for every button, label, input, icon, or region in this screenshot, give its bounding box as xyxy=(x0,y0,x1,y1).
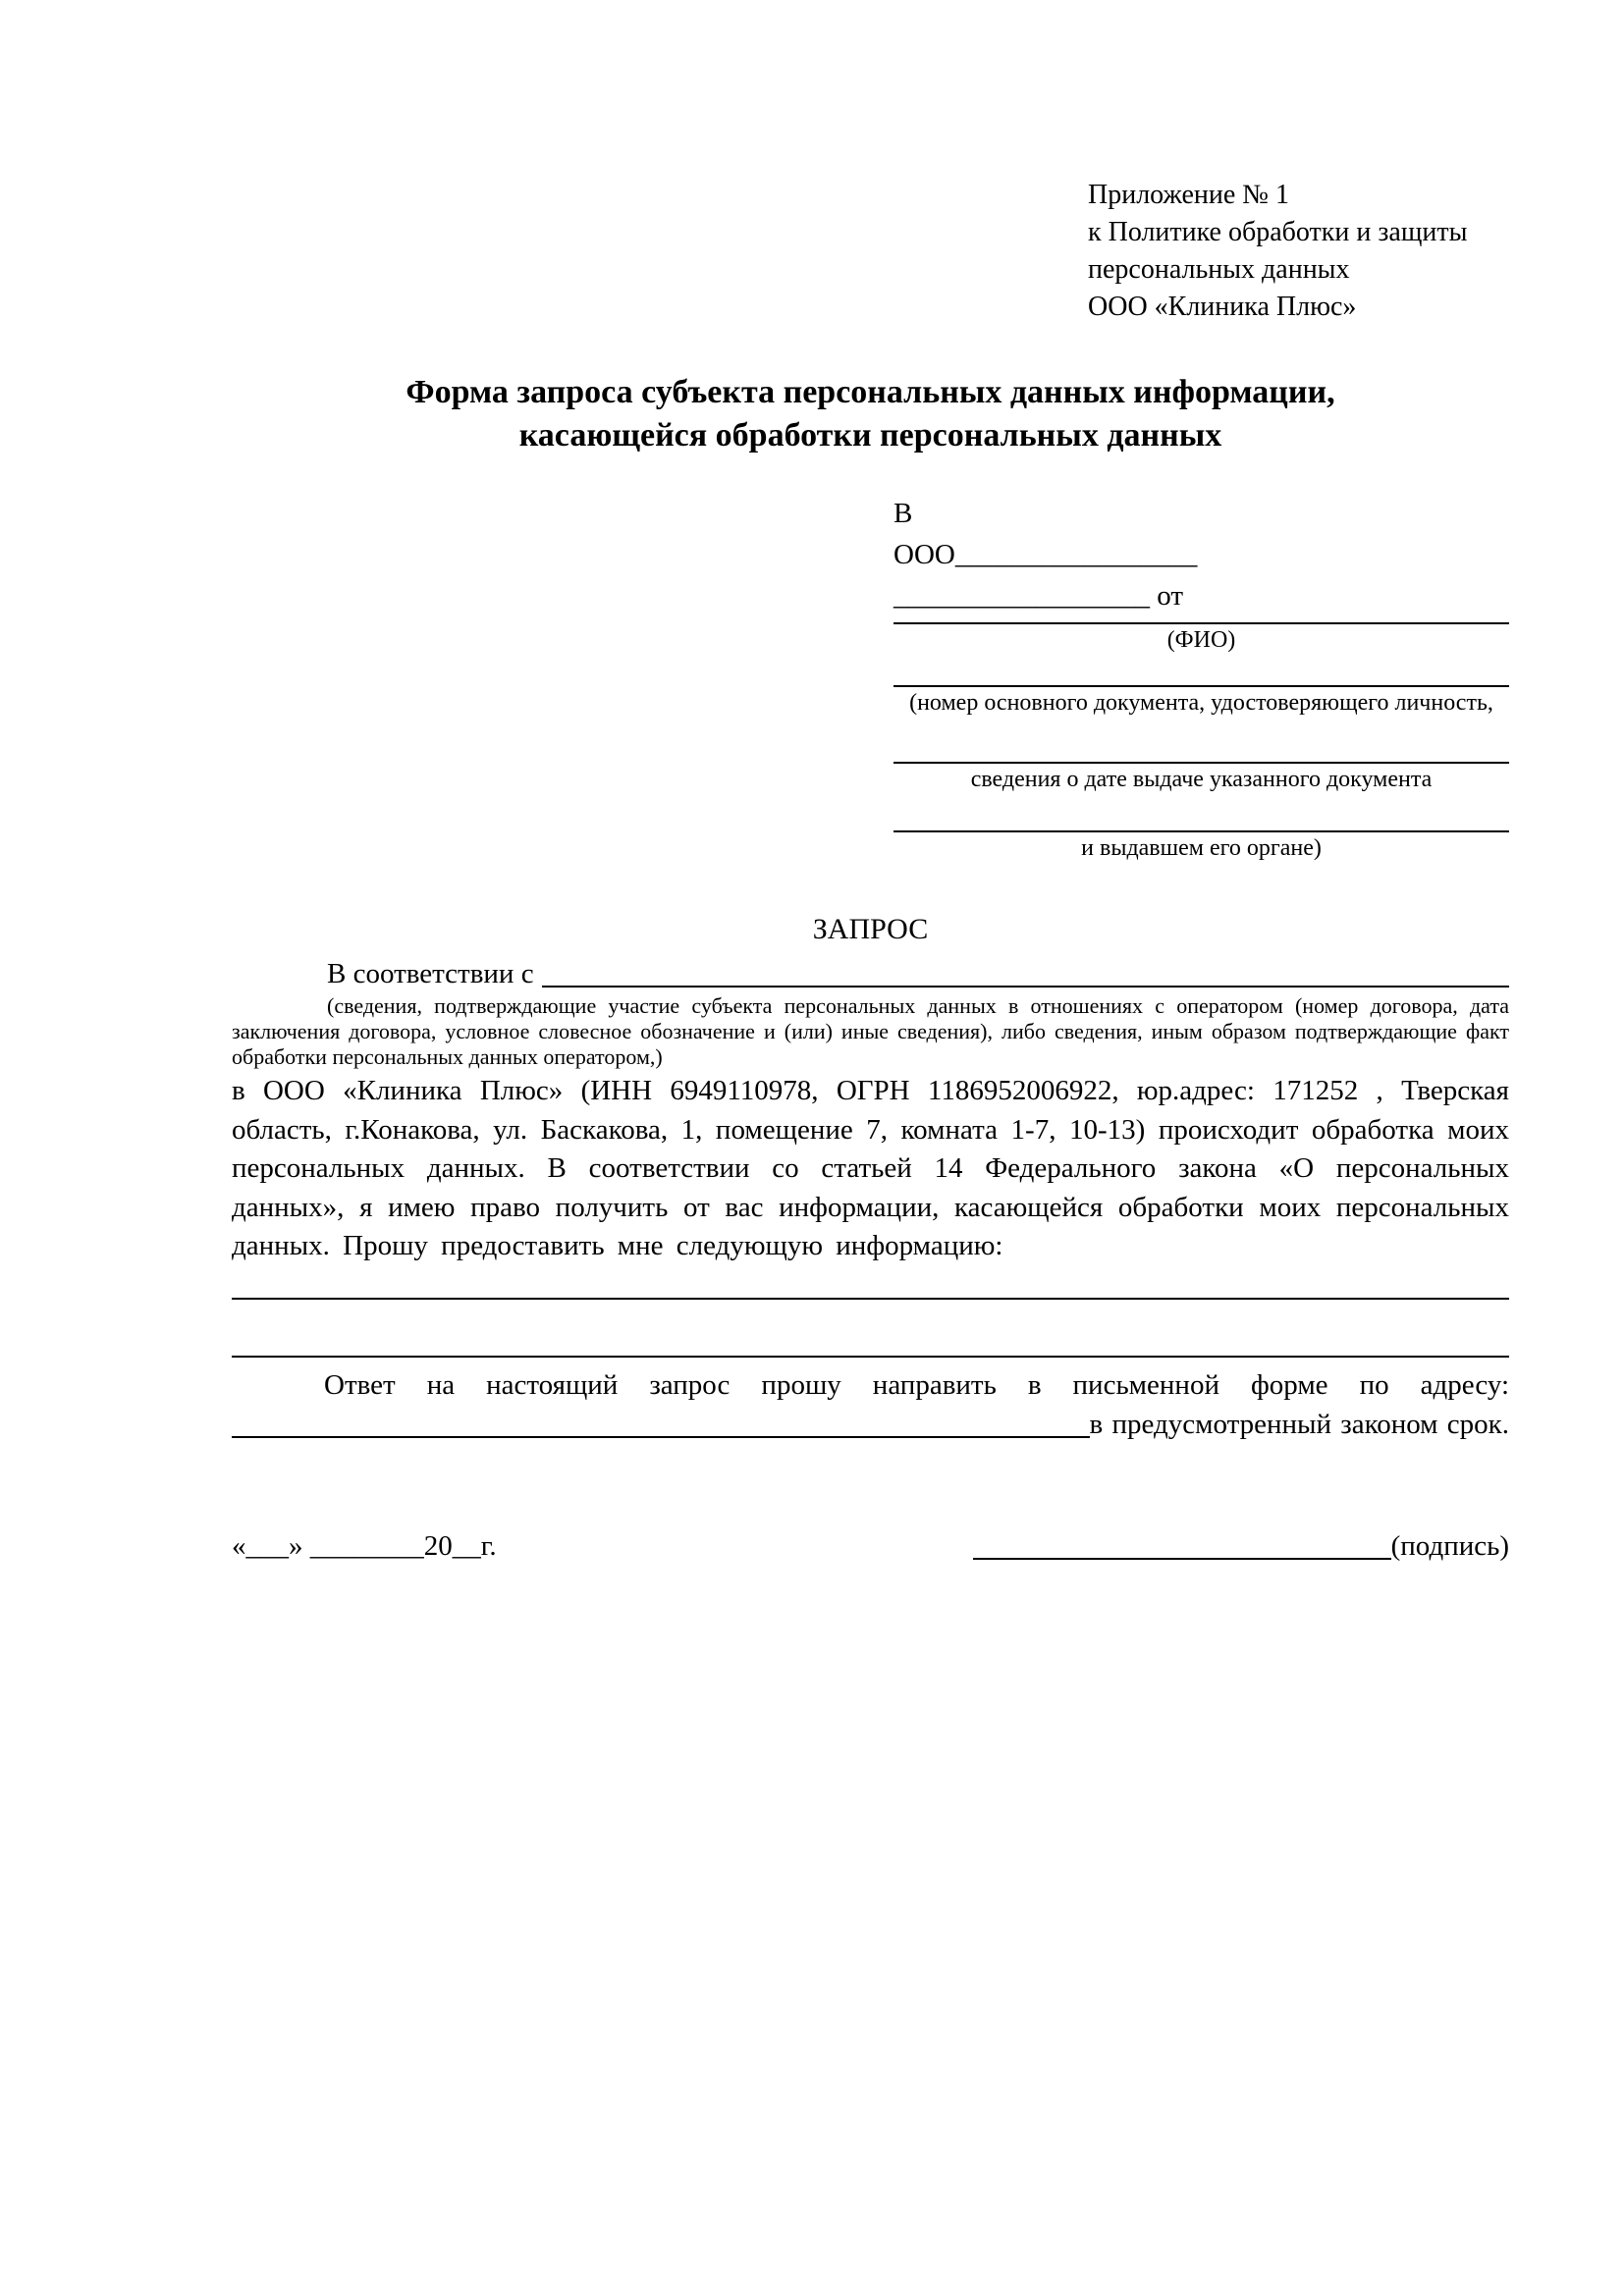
basis-prefix: В соответствии с xyxy=(327,958,534,989)
fio-blank-line xyxy=(893,616,1509,624)
reply-address-blank-line xyxy=(232,1436,1090,1438)
request-body-paragraph: в ООО «Клиника Плюс» (ИНН 6949110978, ОГРН 1186952006922, юр.адрес: 171252 , Тверская область, г.Конакова, ул. Баскакова, 1, помещение 7, комната 1-7, 10-13) происходит обработка моих персональных данных. В соответствии со статьей 14 Федерального закона «О персональных данных», я имею право получить от вас информации, касающейся обработки моих персональных данных. Прошу предоставить мне следующую информацию: xyxy=(232,1075,1509,1261)
basis-row xyxy=(232,954,1509,993)
issue-date-blank-line xyxy=(893,717,1509,764)
page-title-line-1: Форма запроса субъекта персональных данных информации, xyxy=(406,374,1335,410)
requested-info-blank-line-1 xyxy=(232,1266,1509,1300)
reply-sentence: Ответ на настоящий запрос прошу направить в письменной форме по адресу: xyxy=(324,1368,1509,1401)
signature-caption: (подпись) xyxy=(1390,1529,1509,1562)
document-content xyxy=(232,0,1509,1566)
reply-suffix: в предусмотренный законом срок. xyxy=(1089,1408,1509,1440)
signature-blank-line xyxy=(973,1558,1391,1560)
requested-info-blank-line-2 xyxy=(232,1300,1509,1358)
addressee-to-label: В xyxy=(893,498,913,529)
page-title xyxy=(232,371,1509,457)
basis-blank-line xyxy=(542,986,1509,988)
reply-address-row xyxy=(232,1405,1509,1444)
footer-row xyxy=(232,1526,1509,1566)
issuing-authority-caption: и выдавшем его органе) xyxy=(1081,835,1322,861)
appendix-line-1: Приложение № 1 xyxy=(1088,180,1289,210)
fio-caption: (ФИО) xyxy=(1166,627,1236,653)
date-blank: «___» ________20__г. xyxy=(232,1529,497,1562)
appendix-line-4: ООО «Клиника Плюс» xyxy=(1088,292,1357,322)
addressee-block xyxy=(893,493,1509,862)
addressee-from-blank: __________________ от xyxy=(893,580,1184,612)
document-number-blank-line xyxy=(893,654,1509,687)
appendix-block xyxy=(1088,177,1509,326)
addressee-org-blank: ООО_________________ xyxy=(893,539,1198,570)
page-title-line-2: касающейся обработки персональных данных xyxy=(518,417,1222,454)
appendix-line-2: к Политике обработки и защиты xyxy=(1088,217,1468,247)
appendix-line-3: персональных данных xyxy=(1088,254,1350,285)
document-number-caption: (номер основного документа, удостоверяющего личность, xyxy=(909,690,1493,716)
signature-group xyxy=(973,1526,1509,1566)
issuing-authority-blank-line xyxy=(893,793,1509,832)
smallprint-note: (сведения, подтверждающие участие субъекта персональных данных в отношениях с оператором (номер договора, дата заключения договора, условное словесное обозначение и (или) иные сведения), либо сведения, иным образом подтверждающие факт обработки персональных данных оператором,) xyxy=(232,993,1509,1069)
request-heading: ЗАПРОС xyxy=(812,913,929,945)
issue-date-caption: сведения о дате выдаче указанного документа xyxy=(970,767,1433,792)
